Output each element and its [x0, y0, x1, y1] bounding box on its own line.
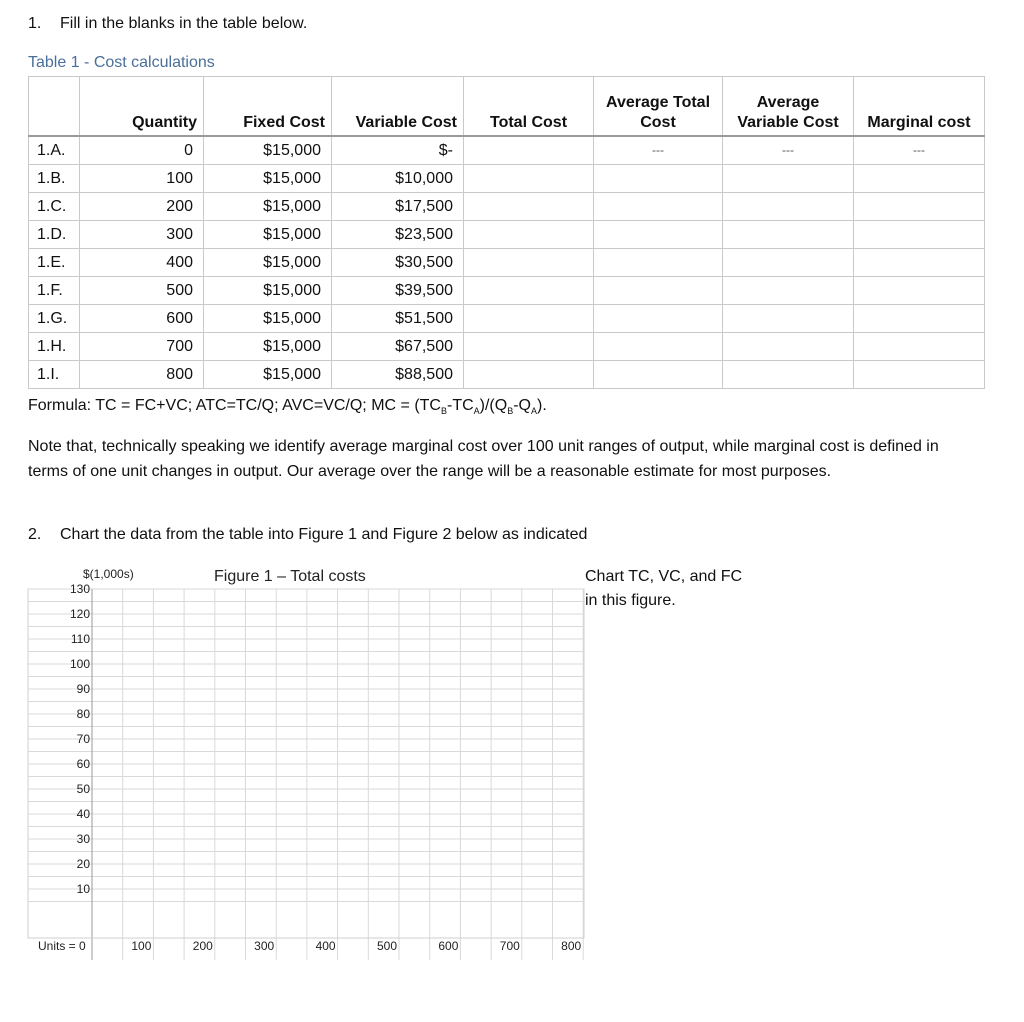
- row-label: 1.C.: [29, 193, 80, 221]
- cell-quantity: 300: [80, 221, 204, 249]
- formula-sub: B: [507, 406, 514, 417]
- figure-side-note: [585, 565, 742, 613]
- cell-variable-cost: $-: [332, 136, 464, 165]
- cell-quantity: 200: [80, 193, 204, 221]
- cell-fixed-cost: $15,000: [204, 193, 332, 221]
- y-tick-label: 130: [69, 582, 90, 596]
- formula-sub: B: [440, 406, 447, 417]
- cell-variable-cost: $30,500: [332, 249, 464, 277]
- row-label: 1.G.: [29, 305, 80, 333]
- figure-title: Figure 1 – Total costs: [214, 568, 366, 585]
- y-tick-label: 10: [76, 882, 90, 896]
- y-tick-label: 120: [69, 607, 90, 621]
- cell-variable-cost: $67,500: [332, 333, 464, 361]
- row-label: 1.D.: [29, 221, 80, 249]
- cell-fixed-cost: $15,000: [204, 136, 332, 165]
- question-1-text: Fill in the blanks in the table below.: [60, 15, 308, 32]
- header-fixed-cost: Fixed Cost: [204, 77, 332, 137]
- header-quantity: Quantity: [80, 77, 204, 137]
- row-label: 1.B.: [29, 165, 80, 193]
- side-note-line-2: in this figure.: [585, 592, 676, 609]
- cell-quantity: 400: [80, 249, 204, 277]
- formula-text: )/(Q: [479, 397, 508, 414]
- cell-variable-cost: $39,500: [332, 277, 464, 305]
- cell-average-total-cost: ---: [594, 136, 723, 165]
- y-tick-label: 60: [76, 757, 90, 771]
- x-tick-label: 300: [254, 939, 275, 953]
- y-tick-label: 40: [76, 807, 90, 821]
- note-paragraph: Note that, technically speaking we identify average marginal cost over 100 unit ranges of output, while marginal cost is defined in terms of one unit changes in output. Our average over the range will be a reasonable estimate for most purposes.: [28, 438, 939, 480]
- y-tick-label: 90: [76, 682, 90, 696]
- cell-variable-cost: $17,500: [332, 193, 464, 221]
- y-tick-label: 80: [76, 707, 90, 721]
- question-2-text: Chart the data from the table into Figure 1 and Figure 2 below as indicated: [60, 526, 588, 543]
- cell-quantity: 0: [80, 136, 204, 165]
- header-marginal-cost: Marginal cost: [854, 77, 985, 137]
- row-label: 1.H.: [29, 333, 80, 361]
- cell-average-variable-cost: ---: [723, 136, 854, 165]
- header-average-variable-cost: Average Variable Cost: [723, 77, 854, 137]
- row-label: 1.A.: [29, 136, 80, 165]
- cell-fixed-cost: $15,000: [204, 305, 332, 333]
- x-tick-label: 100: [131, 939, 152, 953]
- x-tick-label: 500: [376, 939, 397, 953]
- cell-quantity: 800: [80, 361, 204, 389]
- y-tick-label: 50: [76, 782, 90, 796]
- row-label: 1.F.: [29, 277, 80, 305]
- formula-text: ).: [537, 397, 547, 414]
- header-average-total-cost: Average Total Cost: [594, 77, 723, 137]
- cell-quantity: 100: [80, 165, 204, 193]
- row-label: 1.I.: [29, 361, 80, 389]
- cell-variable-cost: $88,500: [332, 361, 464, 389]
- y-tick-label: 110: [70, 632, 90, 646]
- cell-fixed-cost: $15,000: [204, 361, 332, 389]
- cell-quantity: 700: [80, 333, 204, 361]
- formula-text: Formula: TC = FC+VC; ATC=TC/Q; AVC=VC/Q; MC = (TC: [28, 397, 441, 414]
- y-unit-label: $(1,000s): [83, 567, 134, 581]
- cell-fixed-cost: $15,000: [204, 165, 332, 193]
- x-tick-label: 700: [499, 939, 520, 953]
- side-note-line-1: Chart TC, VC, and FC: [585, 568, 743, 585]
- formula-text: -Q: [513, 397, 531, 414]
- cell-variable-cost: $10,000: [332, 165, 464, 193]
- cell-fixed-cost: $15,000: [204, 333, 332, 361]
- question-2-number: 2.: [28, 526, 42, 543]
- y-tick-label: 30: [76, 832, 90, 846]
- header-variable-cost: Variable Cost: [332, 77, 464, 137]
- cell-fixed-cost: $15,000: [204, 221, 332, 249]
- x-origin-label: Units = 0: [38, 939, 86, 953]
- formula-sub: A: [473, 406, 480, 417]
- y-tick-label: 20: [76, 857, 90, 871]
- table-caption: Table 1 - Cost calculations: [28, 54, 215, 71]
- cell-variable-cost: $23,500: [332, 221, 464, 249]
- cell-marginal-cost: ---: [854, 136, 985, 165]
- question-1-number: 1.: [28, 15, 42, 32]
- formula-text: -TC: [446, 397, 474, 414]
- cell-fixed-cost: $15,000: [204, 277, 332, 305]
- row-label: 1.E.: [29, 249, 80, 277]
- x-tick-label: 400: [315, 939, 336, 953]
- cell-fixed-cost: $15,000: [204, 249, 332, 277]
- y-tick-label: 70: [76, 732, 90, 746]
- x-tick-label: 600: [438, 939, 459, 953]
- header-total-cost: Total Cost: [464, 77, 594, 137]
- cell-quantity: 500: [80, 277, 204, 305]
- x-tick-label: 200: [192, 939, 213, 953]
- x-tick-label: 800: [561, 939, 582, 953]
- cell-quantity: 600: [80, 305, 204, 333]
- cell-variable-cost: $51,500: [332, 305, 464, 333]
- formula-sub: A: [531, 406, 538, 417]
- y-tick-label: 100: [69, 657, 90, 671]
